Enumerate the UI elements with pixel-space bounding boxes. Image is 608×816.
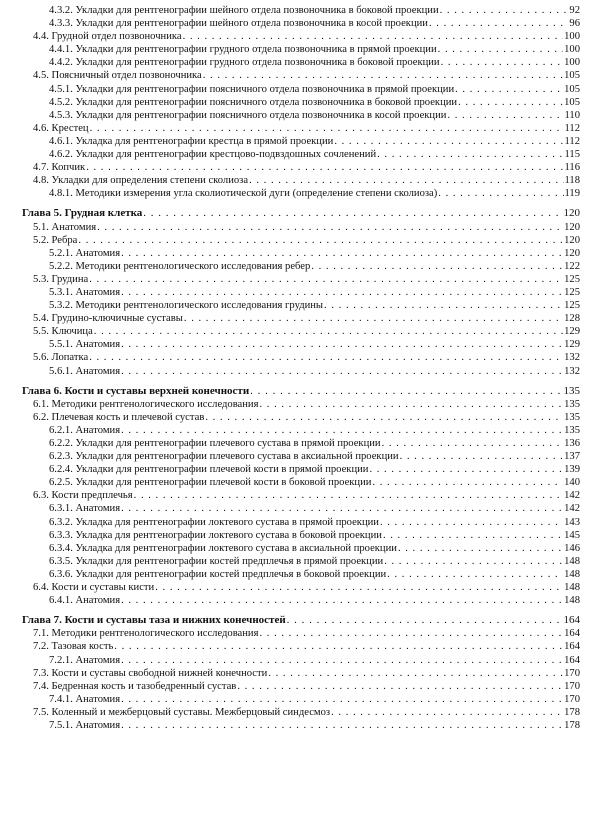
toc-page-number: 105	[564, 70, 580, 82]
toc-leader-dots	[121, 719, 563, 732]
toc-entry-title: 7.2.1. Анатомия	[49, 654, 121, 666]
toc-leader-dots	[121, 594, 563, 607]
toc-entry-title: 4.7. Копчик	[33, 162, 86, 174]
toc-entry	[0, 30, 608, 43]
toc-entry-title: 4.5. Поясничный отдел позвоночника	[33, 70, 202, 82]
toc-page-number: 125	[564, 300, 580, 312]
toc-leader-dots	[287, 614, 563, 627]
toc-entry-title: 5.6.1. Анатомия	[49, 365, 121, 377]
toc-entry	[0, 640, 608, 653]
toc-page-number: 110	[564, 109, 580, 121]
toc-page-number: 122	[564, 260, 580, 272]
toc-entry	[0, 148, 608, 161]
toc-leader-dots	[398, 542, 563, 555]
toc-leader-dots	[249, 174, 563, 187]
toc-entry	[0, 135, 608, 148]
toc-entry-title: 7.1. Методики рентгенологического исследования	[33, 628, 259, 640]
toc-entry	[0, 247, 608, 260]
toc-page-number: 142	[564, 503, 580, 515]
toc-leader-dots	[237, 680, 563, 693]
toc-page-number: 137	[564, 451, 580, 463]
toc-entry	[0, 568, 608, 581]
toc-page-number: 146	[564, 542, 580, 554]
toc-page-number: 125	[564, 286, 580, 298]
toc-leader-dots	[203, 69, 563, 82]
toc-entry-title: 4.4.2. Укладки для рентгенографии грудного отдела позвоночника в боковой проекции	[49, 57, 440, 69]
toc-leader-dots	[121, 424, 563, 437]
toc-page-number: 135	[564, 398, 580, 410]
toc-page-number: 105	[564, 96, 580, 108]
toc-entry-title: 5.5. Ключица	[33, 326, 93, 338]
toc-page-number: 125	[564, 273, 580, 285]
toc-entry	[0, 312, 608, 325]
toc-entry-title: 6.2.2. Укладки для рентгенографии плечевого сустава в прямой проекции	[49, 438, 381, 449]
toc-page-number: 136	[564, 438, 580, 449]
toc-entry	[0, 260, 608, 273]
toc-page-number: 148	[564, 568, 580, 580]
toc-entry-title: 4.5.1. Укладки для рентгенографии поясничного отдела позвоночника в прямой проекции	[49, 83, 455, 95]
toc-entry	[0, 627, 608, 640]
toc-entry-title: 5.3.2. Методики рентгенологического исследования грудины	[49, 300, 324, 312]
toc-leader-dots	[184, 312, 563, 325]
toc-page-number: 140	[564, 477, 580, 489]
toc-entry-title: 6.2.5. Укладки для рентгенографии плечевой кости в боковой проекции	[49, 477, 372, 489]
toc-entry	[0, 706, 608, 719]
toc-leader-dots	[205, 411, 563, 424]
toc-entry-title: 6.3.5. Укладки для рентгенографии костей предплечья в прямой проекции	[49, 555, 384, 567]
toc-entry	[0, 437, 608, 450]
toc-entry	[0, 516, 608, 529]
toc-entry-title: 4.3.2. Укладки для рентгенографии шейного отдела позвоночника в боковой проекции	[49, 5, 439, 16]
toc-entry-title: 6.3.6. Укладки для рентгенографии костей предплечья в боковой проекции	[49, 568, 387, 580]
toc-page-number: 164	[564, 654, 580, 666]
toc-leader-dots	[89, 351, 563, 364]
toc-page-number: 112	[564, 135, 580, 147]
toc-leader-dots	[121, 247, 563, 260]
toc-entry-title: 6.3.4. Укладка для рентгенографии локтевого сустава в аксиальной проекции	[49, 542, 397, 554]
toc-page-number: 170	[564, 693, 580, 705]
toc-entry-title: Глава 6. Кости и суставы верхней конечности	[22, 384, 250, 397]
toc-leader-dots	[311, 260, 563, 273]
toc-entry-title: 6.3.3. Укладка для рентгенографии локтевого сустава в боковой проекции	[49, 529, 382, 541]
toc-entry	[0, 161, 608, 174]
toc-leader-dots	[383, 529, 563, 542]
toc-page-number: 112	[564, 122, 580, 134]
toc-entry-title: 7.3. Кости и суставы свободной нижней конечности	[33, 667, 268, 679]
toc-leader-dots	[387, 568, 563, 581]
toc-entry-title: 4.4.1. Укладки для рентгенографии грудного отдела позвоночника в прямой проекции	[49, 44, 437, 56]
toc-leader-dots	[121, 502, 563, 515]
toc-entry	[0, 221, 608, 234]
toc-entry-title: 7.5.1. Анатомия	[49, 719, 121, 731]
toc-page-number: 100	[564, 57, 580, 69]
toc-leader-dots	[268, 667, 563, 680]
toc-entry	[0, 325, 608, 338]
toc-page-number: 129	[564, 326, 580, 338]
toc-entry-title: 5.3. Грудина	[33, 273, 89, 285]
toc-page-number: 119	[564, 188, 580, 200]
toc-page-number: 178	[564, 719, 580, 731]
toc-entry	[0, 56, 608, 69]
toc-entry-title: 7.4. Бедренная кость и тазобедренный сустав	[33, 680, 237, 692]
toc-entry-title: 5.5.1. Анатомия	[49, 339, 121, 351]
toc-page-number: 164	[564, 628, 580, 640]
toc-entry	[0, 693, 608, 706]
toc-entry	[0, 411, 608, 424]
toc-entry	[0, 476, 608, 489]
toc-entry	[0, 398, 608, 411]
toc-leader-dots	[97, 221, 563, 234]
toc-page-number: 170	[564, 680, 580, 692]
toc-entry	[0, 83, 608, 96]
toc-page-number: 120	[563, 207, 580, 220]
toc-page-number: 135	[564, 411, 580, 423]
toc-leader-dots	[134, 489, 563, 502]
toc-entry	[0, 122, 608, 135]
toc-page-number: 132	[564, 365, 580, 377]
toc-entry	[0, 17, 608, 30]
toc-entry	[0, 109, 608, 122]
toc-leader-dots	[90, 122, 564, 135]
toc-page-number: 142	[564, 490, 580, 502]
toc-entry-title: 7.4.1. Анатомия	[49, 693, 121, 705]
toc-entry-title: 6.4.1. Анатомия	[49, 595, 121, 607]
toc-entry-title: 6.3. Кости предплечья	[33, 490, 133, 502]
toc-entry	[0, 43, 608, 56]
toc-entry	[0, 273, 608, 286]
toc-entry-title: 4.6.2. Укладки для рентгенографии крестцово-подвздошных сочленений	[49, 149, 377, 161]
toc-leader-dots	[438, 187, 563, 200]
toc-entry	[0, 69, 608, 82]
toc-leader-dots	[372, 476, 563, 489]
toc-entry-title: 7.2. Тазовая кость	[33, 641, 114, 653]
toc-page-number: 164	[564, 641, 580, 653]
toc-entry-title: 4.5.2. Укладки для рентгенографии поясничного отдела позвоночника в боковой проекции	[49, 96, 458, 108]
toc-entry-title: 6.2.4. Укладки для рентгенографии плечевой кости в прямой проекции	[49, 464, 369, 476]
toc-leader-dots	[400, 450, 564, 463]
toc-entry	[0, 187, 608, 200]
toc-entry	[0, 489, 608, 502]
toc-entry-title: 6.3.1. Анатомия	[49, 503, 121, 515]
toc-page-number: 164	[563, 614, 580, 627]
toc-entry	[0, 299, 608, 312]
toc-entry-title: 5.2.1. Анатомия	[49, 247, 121, 259]
toc-leader-dots	[155, 581, 563, 594]
toc-page-number: 132	[564, 352, 580, 364]
toc-page-number: 120	[564, 234, 580, 246]
toc-entry-title: 7.5. Коленный и межберцовый суставы. Межберцовый синдесмоз	[33, 706, 331, 718]
toc-leader-dots	[121, 338, 563, 351]
toc-entry	[0, 542, 608, 555]
toc-entry-title: 6.2. Плечевая кость и плечевой сустав	[33, 411, 205, 423]
toc-entry	[0, 4, 608, 17]
toc-entry	[0, 555, 608, 568]
toc-leader-dots	[369, 463, 563, 476]
toc-page-number: 148	[564, 595, 580, 607]
toc-leader-dots	[89, 273, 563, 286]
toc-page-number: 100	[564, 44, 580, 56]
toc-entry	[0, 450, 608, 463]
toc-leader-dots	[94, 325, 563, 338]
toc-entry-title: 4.8. Укладки для определения степени сколиоза	[33, 175, 249, 187]
toc-leader-dots	[331, 706, 563, 719]
toc-entry	[0, 96, 608, 109]
toc-leader-dots	[440, 4, 569, 17]
toc-page-number: 120	[564, 221, 580, 233]
toc-entry	[0, 594, 608, 607]
toc-entry-title: 5.2.2. Методики рентгенологического исследования ребер	[49, 260, 311, 272]
toc-page-number: 139	[564, 464, 580, 476]
toc-leader-dots	[143, 207, 562, 220]
toc-page-number: 118	[564, 175, 580, 187]
toc-entry-title: 6.3.2. Укладка для рентгенографии локтевого сустава в прямой проекции	[49, 516, 379, 528]
toc-entry-title: Глава 7. Кости и суставы таза и нижних конечностей	[22, 614, 286, 627]
toc-entry	[0, 338, 608, 351]
toc-entry-title: 4.5.3. Укладки для рентгенографии поясничного отдела позвоночника в косой проекции	[49, 109, 447, 121]
toc-page-number: 148	[564, 582, 580, 594]
toc-leader-dots	[121, 286, 563, 299]
toc-leader-dots	[121, 654, 563, 667]
toc-page-number: 148	[564, 555, 580, 567]
toc-page-number: 105	[564, 83, 580, 95]
toc-leader-dots	[78, 234, 563, 247]
toc-leader-dots	[86, 161, 563, 174]
toc-chapter-heading	[0, 614, 608, 627]
toc-entry-title: 5.2. Ребра	[33, 234, 78, 246]
toc-leader-dots	[438, 43, 563, 56]
toc-page-number: 170	[564, 667, 580, 679]
toc-leader-dots	[447, 109, 563, 122]
toc-entry	[0, 234, 608, 247]
toc-entry	[0, 174, 608, 187]
toc-page-number: 100	[564, 31, 580, 43]
toc-entry	[0, 680, 608, 693]
toc-page-number: 135	[563, 384, 580, 397]
toc-leader-dots	[380, 516, 563, 529]
toc-entry-title: 5.6. Лопатка	[33, 352, 89, 364]
toc-leader-dots	[121, 693, 563, 706]
toc-entry	[0, 286, 608, 299]
toc-entry	[0, 463, 608, 476]
toc-entry-title: 4.6.1. Укладка для рентгенографии крестца в прямой проекции	[49, 135, 334, 147]
table-of-contents	[0, 4, 608, 732]
toc-entry	[0, 654, 608, 667]
toc-entry	[0, 581, 608, 594]
toc-entry	[0, 365, 608, 378]
toc-page-number: 128	[564, 313, 580, 325]
toc-entry	[0, 529, 608, 542]
toc-page-number: 145	[564, 529, 580, 541]
toc-entry-title: 4.3.3. Укладки для рентгенографии шейного отдела позвоночника в косой проекции	[49, 18, 428, 30]
toc-entry	[0, 424, 608, 437]
toc-leader-dots	[324, 299, 563, 312]
toc-leader-dots	[334, 135, 563, 148]
toc-leader-dots	[382, 437, 564, 450]
toc-entry	[0, 351, 608, 364]
toc-page-number: 178	[564, 706, 580, 718]
toc-entry-title: Глава 5. Грудная клетка	[22, 207, 143, 220]
toc-leader-dots	[429, 17, 568, 30]
toc-entry	[0, 502, 608, 515]
toc-leader-dots	[121, 365, 563, 378]
toc-chapter-heading	[0, 385, 608, 398]
toc-leader-dots	[377, 148, 563, 161]
toc-entry-title: 4.8.1. Методики измерения угла сколиотической дуги (определение степени сколиоза)	[49, 188, 438, 200]
toc-page-number: 96	[569, 18, 580, 30]
toc-leader-dots	[183, 30, 564, 43]
toc-page-number: 135	[564, 424, 580, 436]
toc-chapter-heading	[0, 207, 608, 220]
toc-page-number: 143	[564, 516, 580, 528]
toc-leader-dots	[259, 627, 563, 640]
toc-entry-title: 6.4. Кости и суставы кисти	[33, 582, 155, 594]
toc-page-number: 116	[564, 162, 580, 174]
toc-leader-dots	[458, 96, 563, 109]
toc-entry-title: 6.2.1. Анатомия	[49, 424, 121, 436]
toc-entry-title: 5.1. Анатомия	[33, 221, 97, 233]
toc-leader-dots	[250, 385, 562, 398]
toc-page-number: 92	[569, 5, 580, 16]
toc-entry-title: 6.1. Методики рентгенологического исследования	[33, 398, 259, 410]
toc-leader-dots	[259, 398, 563, 411]
toc-leader-dots	[455, 83, 563, 96]
toc-entry	[0, 667, 608, 680]
toc-page-number: 129	[564, 339, 580, 351]
toc-entry-title: 4.4. Грудной отдел позвоночника	[33, 31, 182, 43]
toc-page-number: 115	[564, 149, 580, 161]
toc-leader-dots	[384, 555, 563, 568]
toc-entry-title: 5.4. Грудино-ключичные суставы	[33, 313, 183, 325]
toc-page-number: 120	[564, 247, 580, 259]
toc-entry-title: 6.2.3. Укладки для рентгенографии плечевого сустава в аксиальной проекции	[49, 451, 399, 463]
toc-entry-title: 5.3.1. Анатомия	[49, 286, 121, 298]
toc-leader-dots	[114, 640, 563, 653]
toc-leader-dots	[441, 56, 564, 69]
toc-entry	[0, 719, 608, 732]
toc-entry-title: 4.6. Крестец	[33, 122, 89, 134]
